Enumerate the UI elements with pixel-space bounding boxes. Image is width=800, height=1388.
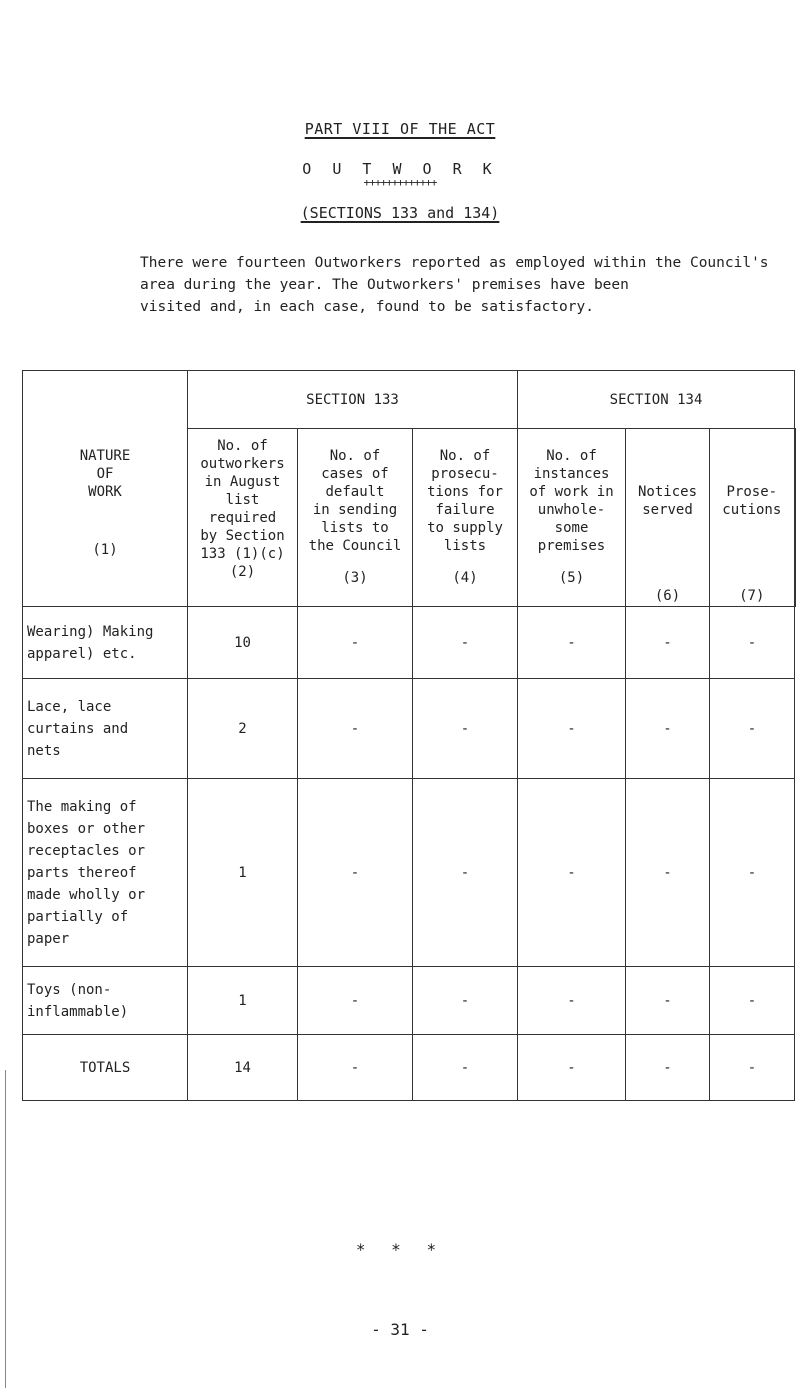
page-title: O U T W O R K <box>302 160 498 178</box>
column-number: (4) <box>452 570 478 586</box>
column-number: (3) <box>342 570 368 586</box>
table-cell: - <box>298 679 413 779</box>
page-number: - 31 - <box>371 1320 429 1339</box>
table-cell: - <box>413 607 518 679</box>
header-line: No. of <box>329 448 381 464</box>
column-header-default <box>298 429 413 607</box>
table-cell: - <box>626 607 710 679</box>
group-header-row <box>23 371 795 429</box>
header-line: OF <box>96 465 114 482</box>
header-line: the Council <box>308 538 402 554</box>
header-line: in sending <box>312 502 398 518</box>
column-header-unwholesome <box>518 429 626 607</box>
table-cell: - <box>518 779 626 967</box>
totals-cell: - <box>298 1035 413 1101</box>
header-line: cutions <box>722 502 782 518</box>
header-line: lists to <box>321 520 389 536</box>
header-line: cases of <box>321 466 389 482</box>
table-cell: - <box>413 967 518 1035</box>
header-line: No. of <box>546 448 597 464</box>
column-number: (6) <box>654 588 681 604</box>
table-cell: - <box>518 607 626 679</box>
table-cell: - <box>298 967 413 1035</box>
intro-line: area during the year. The Outworkers' premises have been <box>140 277 629 293</box>
section-divider-stars: * * * <box>355 1240 445 1259</box>
column-header-notices <box>626 429 710 607</box>
totals-cell: - <box>518 1035 626 1101</box>
table-cell: - <box>518 679 626 779</box>
header-line: WORK <box>88 483 122 500</box>
header-line: default <box>325 484 385 500</box>
header-line: required <box>208 510 277 526</box>
row-label-line: Toys (non- <box>27 981 112 998</box>
table-row <box>23 679 795 779</box>
header-line: Notices <box>638 484 698 500</box>
row-label-line: The making of <box>27 798 137 815</box>
row-label-line: boxes or other <box>27 820 146 837</box>
table-row <box>23 967 795 1035</box>
table-cell: - <box>298 607 413 679</box>
column-header-prosecutions <box>710 429 795 607</box>
row-label-line: nets <box>27 742 61 759</box>
totals-row <box>23 1035 795 1101</box>
table-row <box>23 779 795 967</box>
intro-line: There were fourteen Outworkers reported as employed within the Council's <box>140 255 769 271</box>
row-label-toys <box>23 967 188 1035</box>
row-label-line: inflammable) <box>27 1003 129 1020</box>
row-label-line: apparel) etc. <box>27 645 137 662</box>
table-cell: - <box>626 779 710 967</box>
column-header-prosecutions-lists <box>413 429 518 607</box>
header-line: of work in <box>529 484 614 500</box>
group-header-section-134: SECTION 134 <box>518 371 795 429</box>
column-number: (5) <box>558 570 585 586</box>
header-line: Prose- <box>726 484 778 500</box>
header-line: tions for <box>427 484 503 500</box>
header-line: NATURE <box>79 447 131 464</box>
header-line: lists <box>443 538 487 554</box>
table-row <box>23 607 795 679</box>
intro-line: visited and, in each case, found to be satisfactory. <box>140 299 594 315</box>
intro-paragraph <box>140 252 769 318</box>
header-line: unwhole- <box>537 502 606 518</box>
group-header-section-133: SECTION 133 <box>188 371 518 429</box>
header-line: failure <box>435 502 495 518</box>
row-label-line: receptacles or <box>27 842 146 859</box>
column-number: (7) <box>739 588 765 604</box>
table-cell: - <box>710 607 795 679</box>
row-label-line: partially of <box>27 908 129 925</box>
row-label-line: Lace, lace <box>27 698 112 715</box>
header-line: in August <box>204 474 281 490</box>
header-line: instances <box>533 466 610 482</box>
table-cell: 1 <box>188 779 298 967</box>
totals-cell: 14 <box>188 1035 298 1101</box>
table-cell: 2 <box>188 679 298 779</box>
row-label-line: Wearing) Making <box>27 623 154 640</box>
table-cell: 1 <box>188 967 298 1035</box>
row-label-line: curtains and <box>27 720 129 737</box>
part-heading-text: PART VIII OF THE ACT <box>304 120 496 138</box>
column-header-nature <box>23 371 188 607</box>
header-line: outworkers <box>200 456 285 472</box>
totals-cell: - <box>626 1035 710 1101</box>
table-cell: - <box>710 779 795 967</box>
table-cell: - <box>518 967 626 1035</box>
header-line: served <box>642 502 693 518</box>
header-line: premises <box>537 538 606 554</box>
column-number: (2) <box>229 564 256 580</box>
totals-label: TOTALS <box>23 1035 188 1101</box>
header-line: list <box>225 492 260 508</box>
title-rule: +++++++++++++ <box>363 176 437 189</box>
header-line: to supply <box>427 520 503 536</box>
totals-cell: - <box>710 1035 795 1101</box>
scan-edge-line <box>5 1070 6 1388</box>
part-heading <box>0 120 800 138</box>
row-label-line: parts thereof <box>27 864 137 881</box>
totals-cell: - <box>413 1035 518 1101</box>
table-cell: - <box>413 779 518 967</box>
table-cell: - <box>413 679 518 779</box>
column-header-outworkers <box>188 429 298 607</box>
row-label-line: made wholly or <box>27 886 146 903</box>
table-cell: - <box>626 679 710 779</box>
column-number: (1) <box>92 541 118 558</box>
row-label-wearing-apparel <box>23 607 188 679</box>
sections-subtitle <box>0 204 800 222</box>
header-line: some <box>554 520 589 536</box>
header-line: 133 (1)(c) <box>200 546 285 562</box>
sections-subtitle-text: (SECTIONS 133 and 134) <box>300 204 500 222</box>
table-cell: - <box>710 679 795 779</box>
header-line: No. of <box>217 438 268 454</box>
outwork-table <box>22 370 796 1101</box>
table-cell: - <box>298 779 413 967</box>
row-label-line: paper <box>27 930 70 947</box>
table-cell: - <box>626 967 710 1035</box>
table-cell: 10 <box>188 607 298 679</box>
row-label-paper-boxes <box>23 779 188 967</box>
table-cell: - <box>710 967 795 1035</box>
header-line: No. of <box>439 448 491 464</box>
header-line: by Section <box>200 528 285 544</box>
header-line: prosecu- <box>431 466 499 482</box>
row-label-lace <box>23 679 188 779</box>
